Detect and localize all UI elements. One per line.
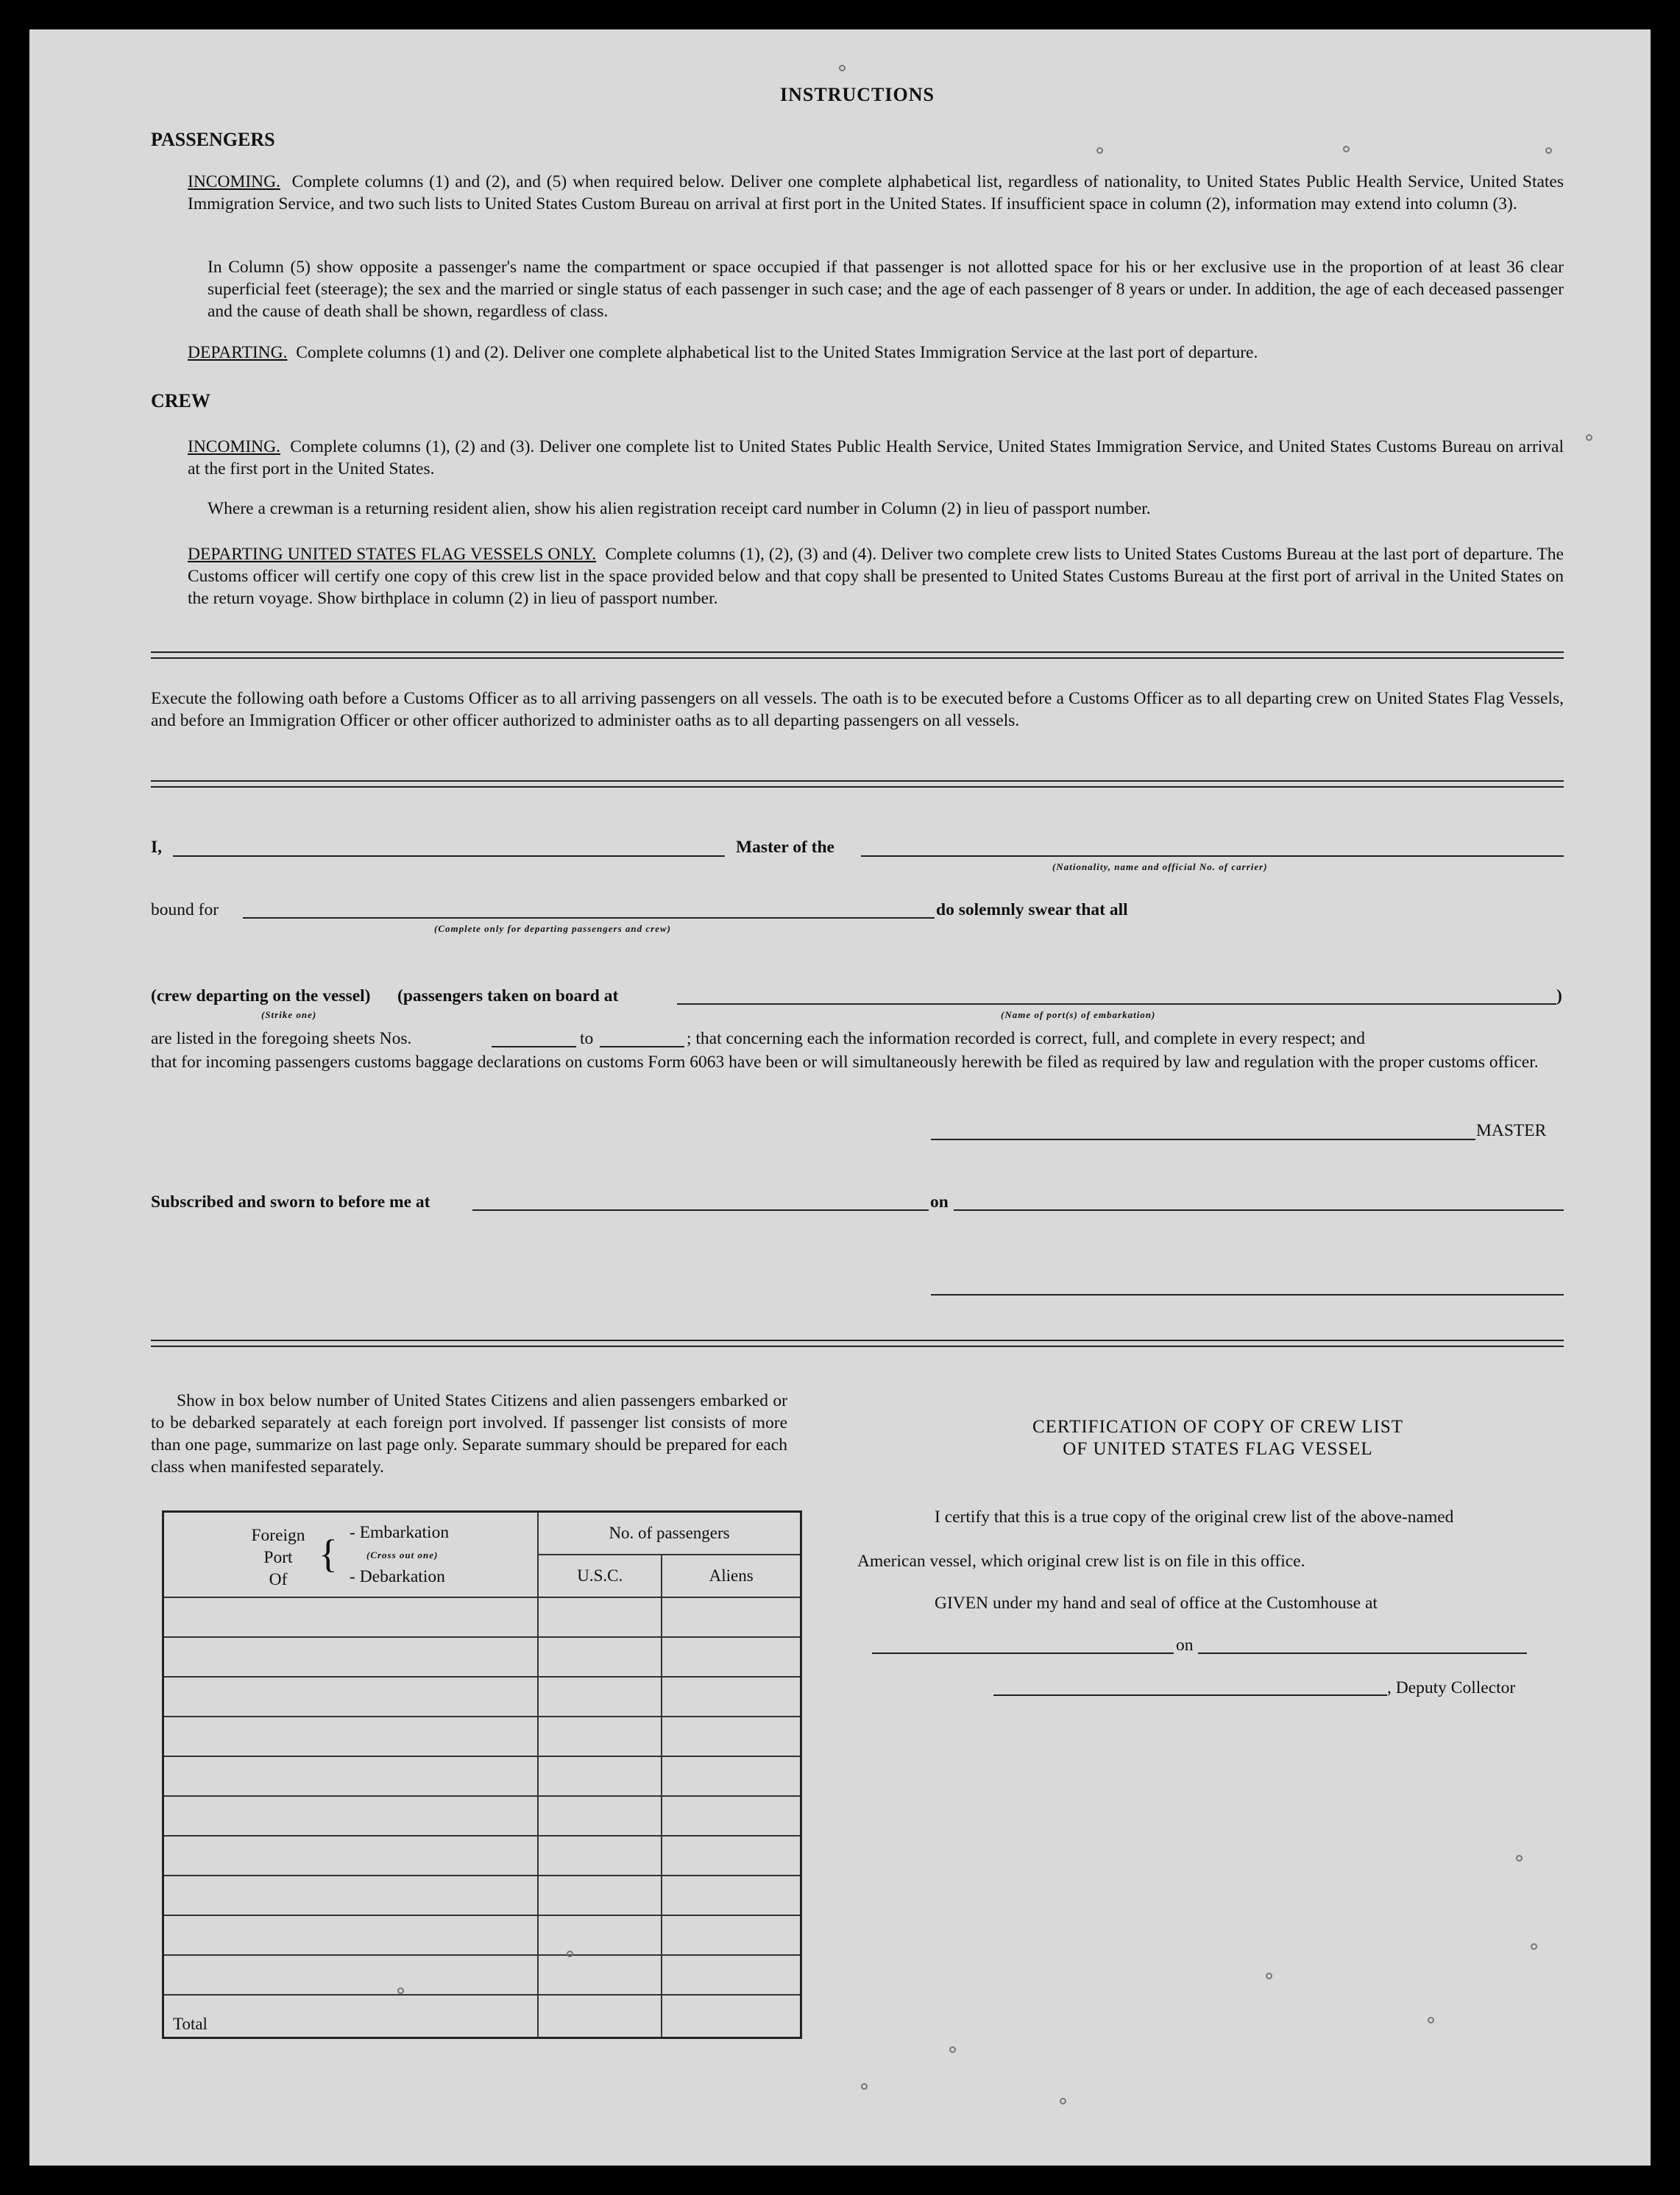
summary-intro-text: Show in box below number of United States Citizens and alien passengers embarked or to be debarked separately at each foreign port involved. If passenger list consists of more than one page, summarize on last page only. Separate summary should be prepared for each class when manifested separately.: [151, 1391, 787, 1477]
port-cell[interactable]: [163, 1597, 539, 1637]
usc-cell[interactable]: [538, 1955, 662, 1995]
passengers-heading: PASSENGERS: [151, 129, 275, 150]
listed-text-1: are listed in the foregoing sheets Nos.: [151, 1029, 412, 1048]
no-of-passengers-header: No. of passengers: [538, 1512, 801, 1555]
table-row: [163, 1637, 801, 1677]
foreign-label: Foreign: [251, 1526, 305, 1545]
complete-only-caption: (Complete only for departing passengers and crew): [434, 923, 671, 934]
usc-cell[interactable]: [538, 1717, 662, 1756]
passengers-column5-text: In Column (5) show opposite a passenger's name the compartment or space occupied if that passenger is not allotted space for his or her exclusive use in the proportion of at least 36 clear superficial feet (steerage); the sex and the married or single status of each passenger in such case; and the age of each passenger of 8 years or under. In addition, the age of each deceased passenger and the cause of death shall be shown, regardless of class.: [208, 258, 1564, 321]
total-aliens-cell[interactable]: [662, 1995, 801, 2038]
table-row: [163, 1717, 801, 1756]
total-row: [163, 1995, 801, 2038]
crew-alien-paragraph: [208, 498, 1564, 520]
summary-intro-paragraph: [151, 1390, 787, 1478]
scan-speck: [397, 1987, 404, 1994]
scan-speck: [1516, 1855, 1523, 1862]
usc-cell[interactable]: [538, 1915, 662, 1955]
crew-departing-paragraph: [188, 543, 1564, 609]
table-row: [163, 1836, 801, 1876]
certification-title: [876, 1416, 1560, 1460]
of-label: Of: [269, 1570, 288, 1589]
aliens-cell[interactable]: [662, 1915, 801, 1955]
to-word: to: [580, 1029, 594, 1048]
scan-speck: [1343, 146, 1350, 152]
bound-for-field[interactable]: [243, 917, 935, 919]
master-name-field[interactable]: [173, 855, 725, 857]
strike-one-caption: (Strike one): [261, 1009, 317, 1020]
crew-alien-text: Where a crewman is a returning resident alien, show his alien registration receipt card number in Column (2) in lieu of passport number.: [208, 499, 1151, 518]
scan-speck: [1096, 147, 1103, 154]
aliens-cell[interactable]: [662, 1677, 801, 1717]
table-row: [163, 1955, 801, 1995]
crew-incoming-text: Complete columns (1), (2) and (3). Deliver one complete list to United States Public Health Service, United States Immigration Service, and United States Customs Bureau on arrival at the first port in the United States.: [188, 437, 1564, 478]
table-row: [163, 1597, 801, 1637]
passengers-taken-option: (passengers taken on board at: [397, 986, 619, 1005]
aliens-cell[interactable]: [662, 1756, 801, 1796]
aliens-cell[interactable]: [662, 1637, 801, 1677]
passengers-departing-text: Complete columns (1) and (2). Deliver one complete alphabetical list to the United States Immigration Service at the last port of departure.: [296, 343, 1258, 362]
crew-incoming-lead: INCOMING.: [188, 437, 280, 456]
port-cell[interactable]: [163, 1717, 539, 1756]
customhouse-field[interactable]: [872, 1653, 1174, 1654]
table-row: [163, 1756, 801, 1796]
section-divider: [151, 651, 1564, 659]
aliens-cell[interactable]: [662, 1717, 801, 1756]
port-cell[interactable]: [163, 1756, 539, 1796]
subscribed-on-label: on: [930, 1192, 949, 1212]
master-label: MASTER: [1476, 1121, 1547, 1140]
passengers-departing-lead: DEPARTING.: [188, 343, 288, 362]
oath-i-label: I,: [151, 838, 163, 857]
aliens-header: Aliens: [662, 1555, 801, 1597]
usc-cell[interactable]: [538, 1756, 662, 1796]
listed-text-3-paragraph: [151, 1051, 1564, 1073]
crew-departing-option: (crew departing on the vessel): [151, 986, 371, 1005]
table-row: [163, 1876, 801, 1915]
section-divider: [151, 780, 1564, 788]
instructions-title: INSTRUCTIONS: [780, 84, 935, 105]
table-row: [163, 1915, 801, 1955]
port-cell[interactable]: [163, 1955, 539, 1995]
master-signature-field[interactable]: [931, 1139, 1475, 1140]
port-cell[interactable]: [163, 1677, 539, 1717]
total-usc-cell[interactable]: [538, 1995, 662, 2038]
sheet-to-field[interactable]: [600, 1046, 684, 1047]
crew-incoming-paragraph: [188, 436, 1564, 480]
table-row: [163, 1796, 801, 1836]
scan-speck: [1060, 2098, 1066, 2104]
oath-instructions-paragraph: [151, 688, 1564, 732]
aliens-cell[interactable]: [662, 1796, 801, 1836]
debarkation-option[interactable]: - Debarkation: [350, 1567, 445, 1586]
passengers-incoming-lead: INCOMING.: [188, 172, 280, 191]
oath-instructions-text: Execute the following oath before a Customs Officer as to all arriving passengers on all vessels. The oath is to be executed before a Customs Officer as to all departing crew on United States Flag Vessels, and before an Immigration Officer or other officer authorized to administer oaths as to all departing passengers on all vessels.: [151, 689, 1564, 730]
deputy-collector-label: , Deputy Collector: [1387, 1678, 1516, 1697]
bound-for-label: bound for: [151, 900, 219, 919]
scan-speck: [1531, 1943, 1537, 1950]
embarkation-ports-field[interactable]: [677, 1003, 1556, 1005]
usc-cell[interactable]: [538, 1597, 662, 1637]
subscribed-place-field[interactable]: [472, 1209, 929, 1211]
passengers-incoming-text: Complete columns (1) and (2), and (5) when required below. Deliver one complete alphabetical list, regardless of nationality, to United States Public Health Service, United States Immigration Service, and two such lists to United States Custom Bureau on arrival at first port in the United States. If insufficient space in column (2), information may extend into column (3).: [188, 172, 1564, 213]
certification-date-field[interactable]: [1198, 1653, 1527, 1654]
port-label: Port: [263, 1548, 293, 1567]
certify-text-2: American vessel, which original crew list is on file in this office.: [857, 1552, 1305, 1571]
crew-departing-text: Complete columns (1), (2), (3) and (4). Deliver two complete crew lists to United States Customs Bureau at the last port of departure. The Customs officer will certify one copy of this crew list in the space provided below and that copy shall be presented to United States Customs Bureau at the first port of arrival in the United States on the return voyage. Show birthplace in column (2) in lieu of passport number.: [188, 545, 1564, 608]
usc-cell[interactable]: [538, 1677, 662, 1717]
deputy-signature-field[interactable]: [993, 1694, 1387, 1696]
section-divider: [151, 1340, 1564, 1347]
scan-speck: [567, 1951, 573, 1957]
total-label: Total: [163, 1995, 539, 2038]
aliens-cell[interactable]: [662, 1597, 801, 1637]
scan-speck: [1266, 1973, 1272, 1979]
passengers-column5-paragraph: [208, 256, 1564, 322]
ports-caption: (Name of port(s) of embarkation): [1001, 1009, 1156, 1020]
passengers-incoming-paragraph: [188, 171, 1564, 215]
subscribed-label: Subscribed and sworn to before me at: [151, 1192, 430, 1212]
close-paren: ): [1556, 986, 1562, 1005]
scan-speck: [1428, 2017, 1434, 2023]
cross-out-caption: (Cross out one): [366, 1549, 439, 1560]
crew-heading: CREW: [151, 390, 210, 411]
aliens-cell[interactable]: [662, 1836, 801, 1876]
aliens-cell[interactable]: [662, 1955, 801, 1995]
listed-text-2: ; that concerning each the information recorded is correct, full, and complete in every respect; and: [687, 1029, 1365, 1048]
usc-cell[interactable]: [538, 1796, 662, 1836]
nationality-caption: (Nationality, name and official No. of carrier): [1052, 861, 1268, 872]
brace: {: [319, 1532, 338, 1576]
port-cell[interactable]: [163, 1876, 539, 1915]
form-page: [29, 29, 1651, 2166]
table-row: [163, 1677, 801, 1717]
usc-header: U.S.C.: [538, 1555, 662, 1597]
foreign-port-header: [163, 1512, 539, 1598]
subscribed-date-field[interactable]: [954, 1209, 1564, 1211]
port-cell[interactable]: [163, 1637, 539, 1677]
carrier-field[interactable]: [861, 855, 1564, 857]
sheet-from-field[interactable]: [492, 1046, 576, 1047]
embarkation-option[interactable]: - Embarkation: [350, 1523, 450, 1542]
aliens-cell[interactable]: [662, 1876, 801, 1915]
officer-signature-field[interactable]: [931, 1294, 1564, 1296]
passenger-summary-table: [162, 1510, 802, 2039]
scan-speck: [839, 65, 846, 71]
usc-cell[interactable]: [538, 1876, 662, 1915]
master-of-the-label: Master of the: [736, 838, 834, 857]
port-cell[interactable]: [163, 1915, 539, 1955]
given-text: GIVEN under my hand and seal of office at the Customhouse at: [935, 1594, 1378, 1613]
listed-text-3: that for incoming passengers customs baggage declarations on customs Form 6063 have been or will simultaneously herewith be filed as required by law and regulation with the proper customs officer.: [151, 1053, 1539, 1072]
crew-departing-lead: DEPARTING UNITED STATES FLAG VESSELS ONLY.: [188, 545, 597, 564]
port-cell[interactable]: [163, 1796, 539, 1836]
usc-cell[interactable]: [538, 1836, 662, 1876]
certification-title-line1: CERTIFICATION OF COPY OF CREW LIST: [1032, 1417, 1404, 1437]
usc-cell[interactable]: [538, 1637, 662, 1677]
solemnly-swear-label: do solemnly swear that all: [936, 900, 1128, 919]
passengers-departing-paragraph: [188, 342, 1564, 364]
scan-speck: [1586, 434, 1592, 441]
certify-text-1: I certify that this is a true copy of the original crew list of the above-named: [935, 1507, 1454, 1527]
certification-title-line2: OF UNITED STATES FLAG VESSEL: [1063, 1439, 1373, 1459]
port-cell[interactable]: [163, 1836, 539, 1876]
scan-speck: [861, 2083, 868, 2090]
scan-speck: [1545, 147, 1552, 154]
certification-on-label: on: [1176, 1636, 1194, 1655]
scan-speck: [949, 2046, 956, 2053]
